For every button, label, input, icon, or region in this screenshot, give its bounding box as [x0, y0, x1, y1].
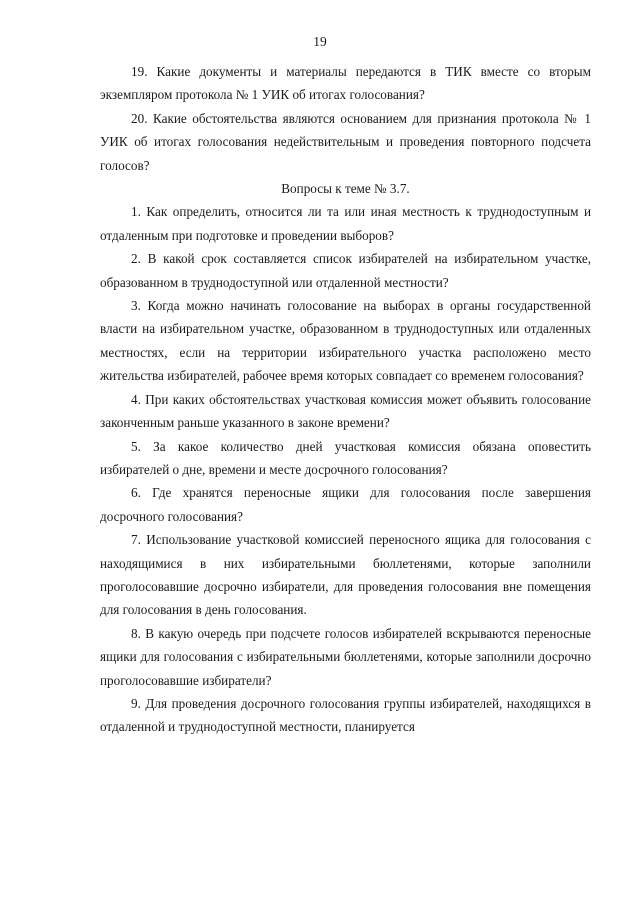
topic-question-8: 8. В какую очередь при подсчете голосов избирателей вскрываются переносные ящики для голосования с избирательными бюллетенями, которые заполнили досрочно проголосовавшие избиратели? [100, 625, 591, 688]
section-heading: Вопросы к теме № 3.7. [281, 181, 410, 197]
topic-question-6: 6. Где хранятся переносные ящики для голосования после завершения досрочного голосования? [100, 485, 591, 524]
topic-question-1: 1. Как определить, относится ли та или иная местность к труднодоступным и отдаленным при подготовке и проведении выборов? [100, 204, 591, 243]
topic-question-9: 9. Для проведения досрочного голосования группы избирателей, находящихся в отдаленной и труднодоступной местности, планируется [100, 695, 591, 735]
page-number: 19 [313, 34, 327, 49]
topic-question-2: 2. В какой срок составляется список избирателей на избирательном участке, образованном в труднодоступной или отдаленной местности? [100, 251, 591, 290]
topic-question-5: 5. За какое количество дней участковая комиссия обязана оповестить избирателей о дне, времени и месте досрочного голосования? [100, 438, 591, 477]
topic-question-7: 7. Использование участковой комиссией переносного ящика для голосования с находящимися в них избирательными бюллетенями, которые заполнили проголосовавшие досрочно избиратели, для проведения голосования вне помещения для голосования в день голосования. [100, 532, 591, 618]
topic-question-3: 3. Когда можно начинать голосование на выборах в органы государственной власти на избирательном участке, образованном в труднодоступных или отдаленных местностях, если на территории избирательного участка расположено место жительства избирателей, рабочее время которых совпадает со временем голосования? [100, 298, 591, 384]
page-content [100, 60, 591, 739]
topic-question-4: 4. При каких обстоятельствах участковая комиссия может объявить голосование законченным раньше указанного в законе времени? [100, 391, 591, 431]
question-19: 19. Какие документы и материалы передаются в ТИК вместе со вторым экземпляром протокола № 1 УИК об итогах голосования? [100, 64, 591, 103]
question-20: 20. Какие обстоятельства являются основанием для признания протокола № 1 УИК об итогах голосования недействительным и проведения повторного подсчета голосов? [100, 110, 591, 173]
